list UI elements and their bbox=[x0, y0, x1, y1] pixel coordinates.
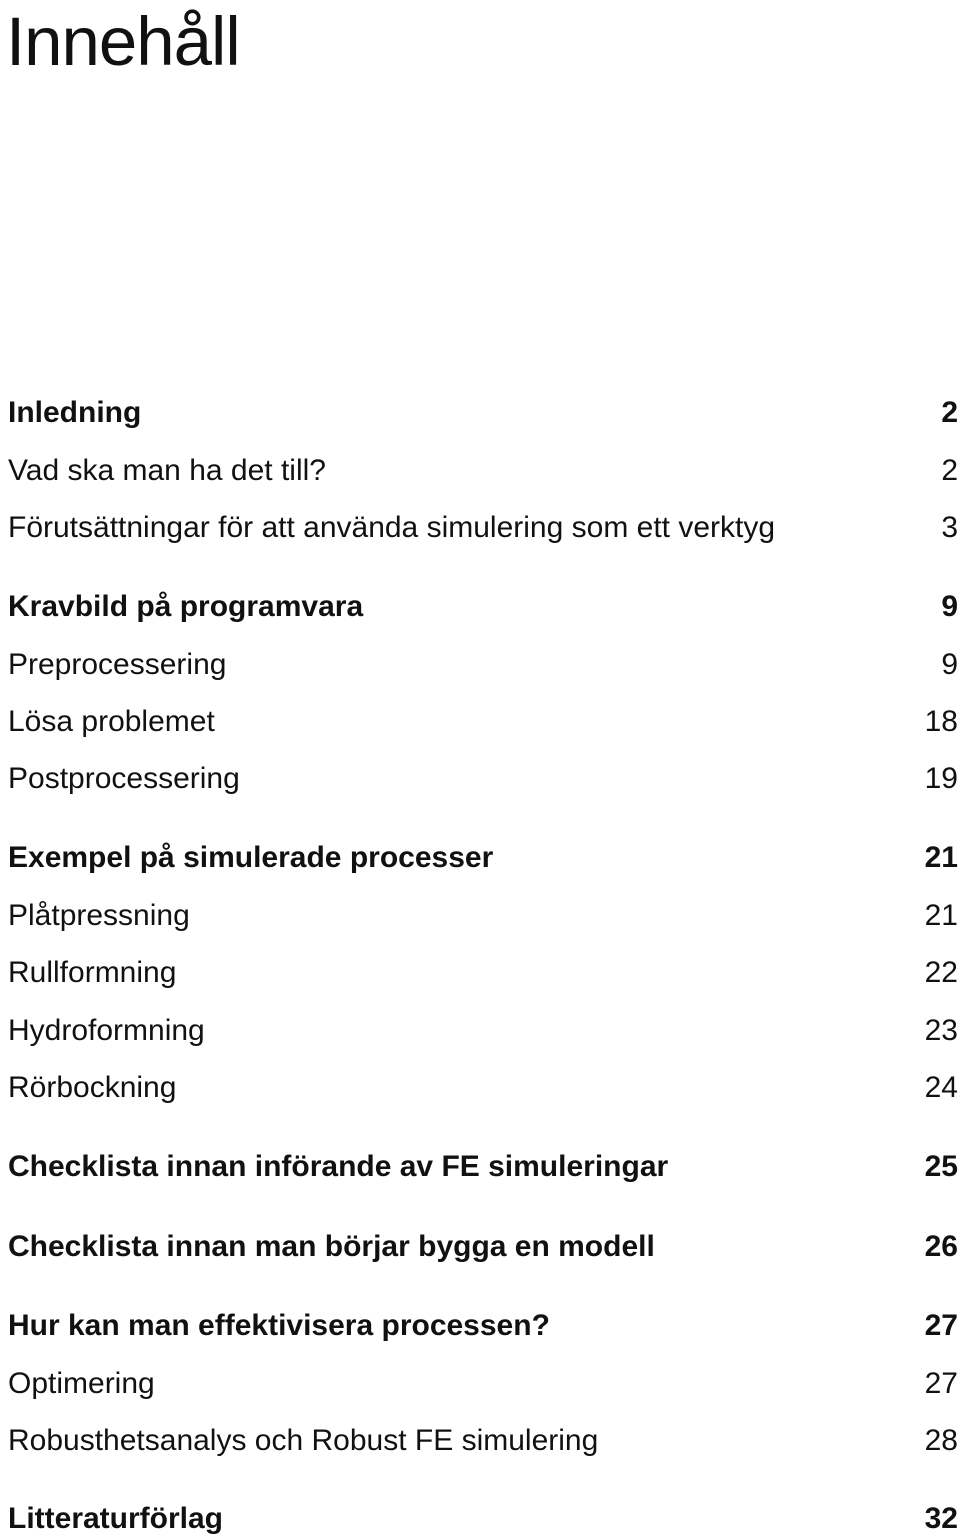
toc-label: Exempel på simulerade processer bbox=[8, 841, 494, 874]
toc-row bbox=[8, 838, 958, 878]
toc-row bbox=[8, 896, 958, 936]
toc-page-number: 25 bbox=[924, 1150, 958, 1183]
toc-label: Checklista innan man börjar bygga en modell bbox=[8, 1230, 655, 1263]
toc-label: Optimering bbox=[8, 1367, 155, 1400]
toc-page-number: 22 bbox=[924, 956, 958, 989]
toc-label: Robusthetsanalys och Robust FE simulering bbox=[8, 1424, 599, 1457]
toc-page-number: 2 bbox=[941, 454, 958, 487]
toc-row bbox=[8, 1499, 958, 1539]
toc-page-number: 32 bbox=[924, 1502, 958, 1535]
toc-label: Hydroformning bbox=[8, 1014, 205, 1047]
toc-label: Inledning bbox=[8, 396, 142, 429]
toc-page-number: 27 bbox=[924, 1367, 958, 1400]
toc-row bbox=[8, 1227, 958, 1267]
toc-page-number: 26 bbox=[924, 1230, 958, 1263]
toc-row bbox=[8, 645, 958, 685]
toc-label: Förutsättningar för att använda simulering som ett verktyg bbox=[8, 511, 776, 544]
toc-row bbox=[8, 1011, 958, 1051]
toc-row bbox=[8, 1068, 958, 1108]
toc-row bbox=[8, 759, 958, 799]
toc-page-number: 24 bbox=[924, 1071, 958, 1104]
toc-label: Hur kan man effektivisera processen? bbox=[8, 1309, 550, 1342]
toc-row bbox=[8, 393, 958, 433]
toc-page-number: 27 bbox=[924, 1309, 958, 1342]
toc-label: Lösa problemet bbox=[8, 705, 215, 738]
toc-page-number: 19 bbox=[924, 762, 958, 795]
toc-row bbox=[8, 587, 958, 627]
toc-page-number: 9 bbox=[941, 648, 958, 681]
toc-page-number: 9 bbox=[941, 590, 958, 623]
toc-row bbox=[8, 953, 958, 993]
toc-row bbox=[8, 508, 958, 548]
page-title: Innehåll bbox=[6, 3, 240, 80]
toc-label: Preprocessering bbox=[8, 648, 227, 681]
toc-label: Vad ska man ha det till? bbox=[8, 454, 326, 487]
toc-row bbox=[8, 1306, 958, 1346]
toc-label: Rullformning bbox=[8, 956, 177, 989]
toc-row bbox=[8, 1147, 958, 1187]
toc-page-number: 2 bbox=[941, 396, 958, 429]
toc-row bbox=[8, 451, 958, 491]
toc-row bbox=[8, 1421, 958, 1461]
toc-page-number: 3 bbox=[941, 511, 958, 544]
toc-label: Plåtpressning bbox=[8, 899, 190, 932]
toc-page-number: 28 bbox=[924, 1424, 958, 1457]
toc-label: Postprocessering bbox=[8, 762, 240, 795]
toc-page-number: 18 bbox=[924, 705, 958, 738]
toc-row bbox=[8, 702, 958, 742]
toc-row bbox=[8, 1364, 958, 1404]
toc-label: Litteraturförlag bbox=[8, 1502, 224, 1535]
toc-page-number: 21 bbox=[924, 841, 958, 874]
toc-label: Kravbild på programvara bbox=[8, 590, 364, 623]
toc-label: Rörbockning bbox=[8, 1071, 177, 1104]
toc-page-number: 23 bbox=[924, 1014, 958, 1047]
toc-page-number: 21 bbox=[924, 899, 958, 932]
toc-label: Checklista innan införande av FE simuleringar bbox=[8, 1150, 669, 1183]
